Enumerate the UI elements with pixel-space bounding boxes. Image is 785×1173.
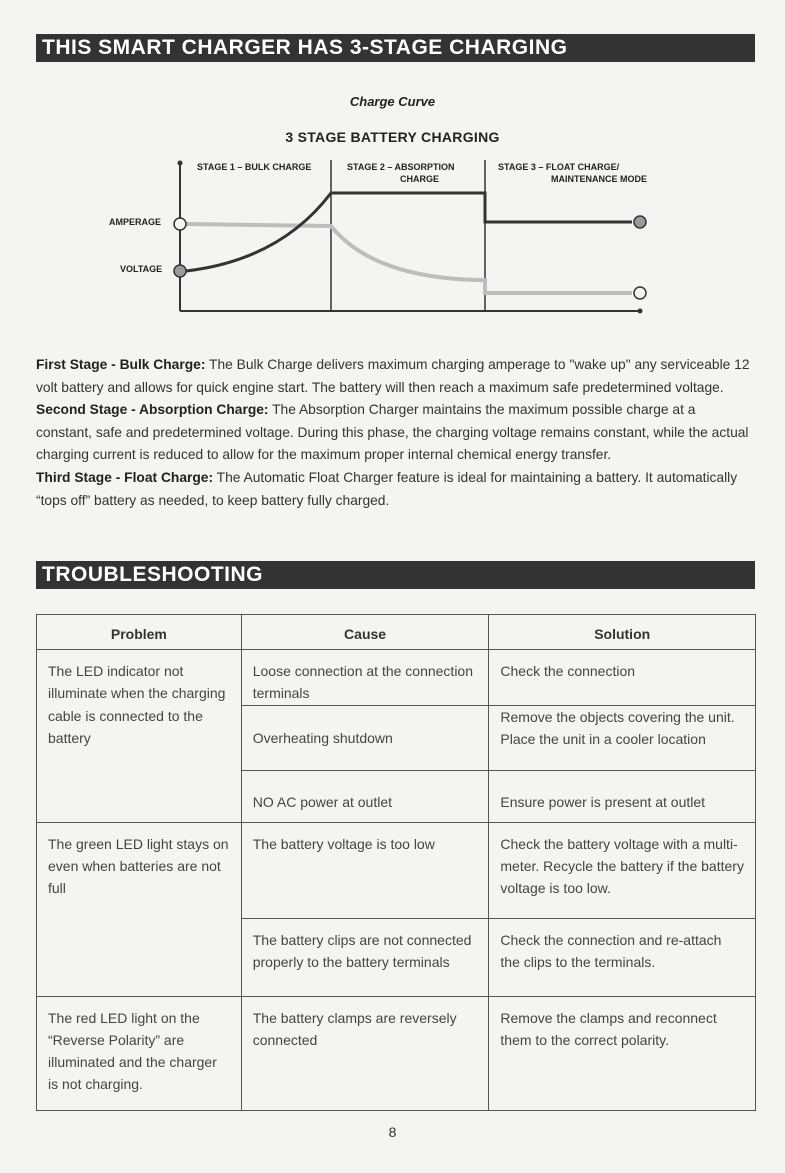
- table-row: [37, 822, 756, 918]
- charge-curve-diagram: [0, 150, 785, 325]
- y-axis-dot: [178, 161, 183, 166]
- charge-chart-heading: 3 STAGE BATTERY CHARGING: [285, 129, 500, 145]
- table-row: [37, 996, 756, 1110]
- stage-heading: Second Stage - Absorption Charge:: [36, 402, 269, 418]
- voltage-start-marker: [174, 265, 186, 277]
- stage-text: The Automatic Float Charger feature is ideal for maintaining a battery. It automatically “tops off” battery as needed, to keep battery fully charged.: [36, 469, 738, 508]
- cause-cell: The battery clips are not connected properly to the battery terminals: [241, 918, 489, 996]
- solution-cell: Check the connection: [489, 650, 756, 706]
- cause-cell: The battery clamps are reversely connected: [241, 996, 489, 1110]
- stage-descriptions: [36, 354, 751, 512]
- solution-cell: Check the connection and re-attach the clips to the terminals.: [489, 918, 756, 996]
- stage-description: [36, 354, 751, 399]
- x-axis-dot: [638, 309, 643, 314]
- voltage-curve: [186, 193, 632, 271]
- cause-cell: Loose connection at the connection terminals: [241, 650, 489, 706]
- amperage-end-marker: [634, 287, 646, 299]
- header-cause: Cause: [241, 615, 489, 650]
- solution-cell: Ensure power is present at outlet: [489, 770, 756, 822]
- charge-curve-title: Charge Curve: [349, 94, 436, 109]
- stage-heading: First Stage - Bulk Charge:: [36, 357, 206, 372]
- stage-heading: Third Stage - Float Charge:: [36, 469, 214, 485]
- stage2-label-line2: CHARGE: [400, 174, 440, 184]
- troubleshooting-table: [36, 614, 756, 1111]
- table-row: [37, 650, 756, 706]
- cause-cell: Overheating shutdown: [241, 705, 489, 770]
- cause-cell: NO AC power at outlet: [241, 770, 489, 822]
- amperage-label: AMPERAGE: [109, 217, 162, 227]
- troubleshooting-banner: TROUBLESHOOTING: [36, 561, 755, 589]
- stage3-label: STAGE 3 – FLOAT CHARGE/: [498, 162, 620, 172]
- problem-cell: The red LED light on the “Reverse Polarity” are illuminated and the charger is not charging.: [37, 996, 242, 1110]
- amperage-curve: [186, 224, 632, 293]
- header-problem: Problem: [37, 615, 242, 650]
- voltage-end-marker: [634, 216, 646, 228]
- stage-description: [36, 467, 751, 512]
- solution-cell: Remove the clamps and reconnect them to the correct polarity.: [489, 996, 756, 1110]
- stage2-label: STAGE 2 – ABSORPTION: [347, 162, 455, 172]
- table-header-row: [37, 615, 756, 650]
- voltage-label: VOLTAGE: [120, 264, 163, 274]
- cause-cell: The battery voltage is too low: [241, 822, 489, 918]
- problem-cell: The LED indicator not illuminate when the charging cable is connected to the battery: [37, 650, 242, 823]
- header-solution: Solution: [489, 615, 756, 650]
- problem-cell: The green LED light stays on even when batteries are not full: [37, 822, 242, 996]
- charging-banner: THIS SMART CHARGER HAS 3-STAGE CHARGING: [36, 34, 755, 62]
- solution-cell: Remove the objects covering the unit. Place the unit in a cooler location: [489, 705, 756, 770]
- amperage-start-marker: [174, 218, 186, 230]
- stage1-label: STAGE 1 – BULK CHARGE: [197, 162, 312, 172]
- stage-description: [36, 399, 751, 467]
- stage3-label-line2: MAINTENANCE MODE: [551, 174, 647, 184]
- solution-cell: Check the battery voltage with a multi-meter. Recycle the battery if the battery voltage is too low.: [489, 822, 756, 918]
- stage-text: The Bulk Charge delivers maximum charging amperage to "wake up" any serviceable 12 volt battery and allows for quick engine start. The battery will then reach a maximum safe predetermined voltage.: [36, 357, 750, 395]
- page-number: 8: [388, 1124, 397, 1140]
- stage-text: The Absorption Charger maintains the maximum possible charge at a constant, safe and predetermined voltage. During this phase, the charging voltage remains constant, while the actual charging current is reduced to allow for the maximum proper internal chemical energy transfer.: [36, 402, 749, 463]
